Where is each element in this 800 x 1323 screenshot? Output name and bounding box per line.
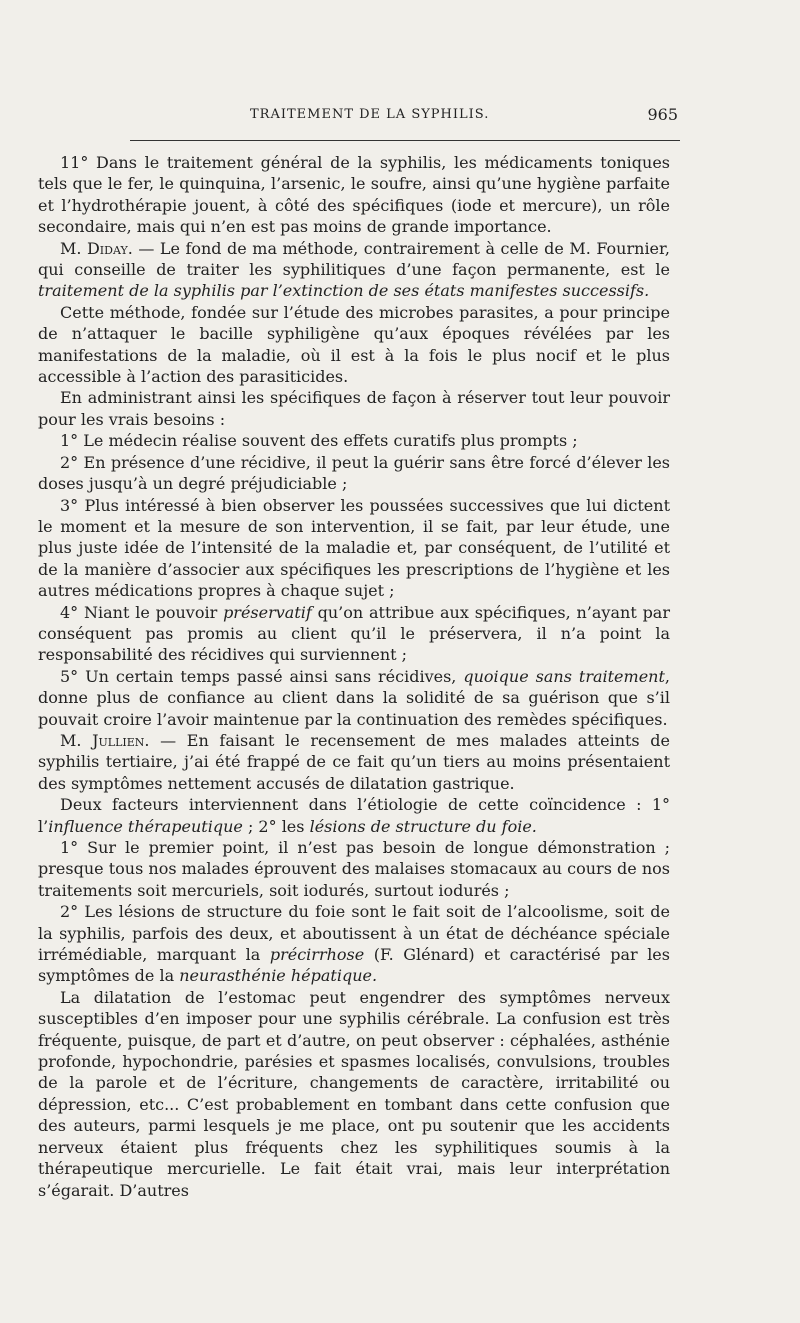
- paragraph-5: 1° Le médecin réalise souvent des effets curatifs plus prompts ;: [60, 431, 578, 451]
- paragraph-6: 2° En présence d’une récidive, il peut la guérir sans être forcé d’élever les doses jusqu’à un degré préjudiciable ;: [38, 452, 670, 494]
- page-header: [130, 105, 678, 129]
- paragraph-10: M. Jullien. — En faisant le recensement de mes malades atteints de syphilis tertiaire, j’ai été frappé de ce fait qu’un tiers au moins présentaient des symptômes nettement accusés de dilatation gastrique.: [38, 730, 671, 793]
- paragraph-2: M. Diday. — Le fond de ma méthode, contrairement à celle de M. Fournier, qui conseille de traiter les syphilitiques d’une façon permanente, est le traitement de la syphilis par l’extinction de ses états manifestes successifs.: [38, 238, 670, 301]
- header-rule: [130, 140, 680, 141]
- paragraph-13: 2° Les lésions de structure du foie sont le fait soit de l’alcoolisme, soit de la syphilis, parfois des deux, et aboutissent à un état de déchéance spéciale irrémédiable, marquant la précirrhose (F. Glénard) et caractérisé par les symptômes de la neurasthénie hépatique.: [38, 902, 670, 986]
- body-text: [38, 152, 670, 1201]
- paragraph-14: La dilatation de l’estomac peut engendrer des symptômes nerveux susceptibles d’en imposer pour une syphilis cérébrale. La confusion est très fréquente, puisque, de part et d’autre, on peut observer : céphalées, asthénie profonde, hypochondrie, parésies et spasmes localisés, convulsions, troubles de la parole et de l’écriture, changements de caractère, irritabilité ou dépression, etc... C’est probablement en tombant dans cette confusion que des auteurs, parmi lesquels je me place, ont pu soutenir que les accidents nerveux étaient plus fréquents chez les syphilitiques soumis à la thérapeutique mercurielle. Le fait était vrai, mais leur interprétation s’égarait. D’autres: [38, 987, 670, 1200]
- speaker-diday: M. Diday.: [60, 238, 133, 258]
- paragraph-4: En administrant ainsi les spécifiques de façon à réserver tout leur pouvoir pour les vrais besoins :: [38, 388, 670, 429]
- paragraph-12: 1° Sur le premier point, il n’est pas besoin de longue démonstration ; presque tous nos malades éprouvent des malaises stomacaux au cours de nos traitements soit mercuriels, soit iodurés, surtout iodurés ;: [38, 838, 670, 900]
- page-number: 965: [647, 105, 678, 124]
- paragraph-11: Deux facteurs interviennent dans l’étiologie de cette coïncidence : 1° l’influence thérapeutique ; 2° les lésions de structure du foie.: [38, 795, 670, 836]
- paragraph-7: 3° Plus intéressé à bien observer les poussées successives que lui dictent le moment et la mesure de son intervention, il se fait, par leur étude, une plus juste idée de l’intensité de la maladie et, par conséquent, de l’utilité et de la manière d’associer aux spécifiques les prescriptions de l’hygiène et les autres médications propres à chaque sujet ;: [38, 495, 670, 601]
- paragraph-1: 11° Dans le traitement général de la syphilis, les médicaments toniques tels que le fer, le quinquina, l’arsenic, le soufre, ainsi qu’une hygiène parfaite et l’hydrothérapie jouent, à côté des spécifiques (iode et mercure), un rôle secondaire, mais qui n’en est pas moins de grande importance.: [38, 153, 670, 237]
- running-title: TRAITEMENT DE LA SYPHILIS.: [250, 107, 490, 122]
- paragraph-9: 5° Un certain temps passé ainsi sans récidives, quoique sans traitement, donne plus de confiance au client dans la solidité de sa guérison que s’il pouvait croire l’avoir maintenue par la continuation des remèdes spécifiques.: [38, 666, 670, 729]
- speaker-jullien: M. Jullien.: [60, 730, 150, 750]
- paragraph-3: Cette méthode, fondée sur l’étude des microbes parasites, a pour principe de n’attaquer le bacille syphiligène qu’aux époques révélées par les manifestations de la maladie, où il est à la fois le plus nocif et le plus accessible à l’action des parasiticides.: [38, 302, 670, 387]
- paragraph-8: 4° Niant le pouvoir préservatif qu’on attribue aux spécifiques, n’ayant par conséquent pas promis au client qu’il le préservera, il n’a point la responsabilité des récidives qui surviennent ;: [38, 602, 670, 665]
